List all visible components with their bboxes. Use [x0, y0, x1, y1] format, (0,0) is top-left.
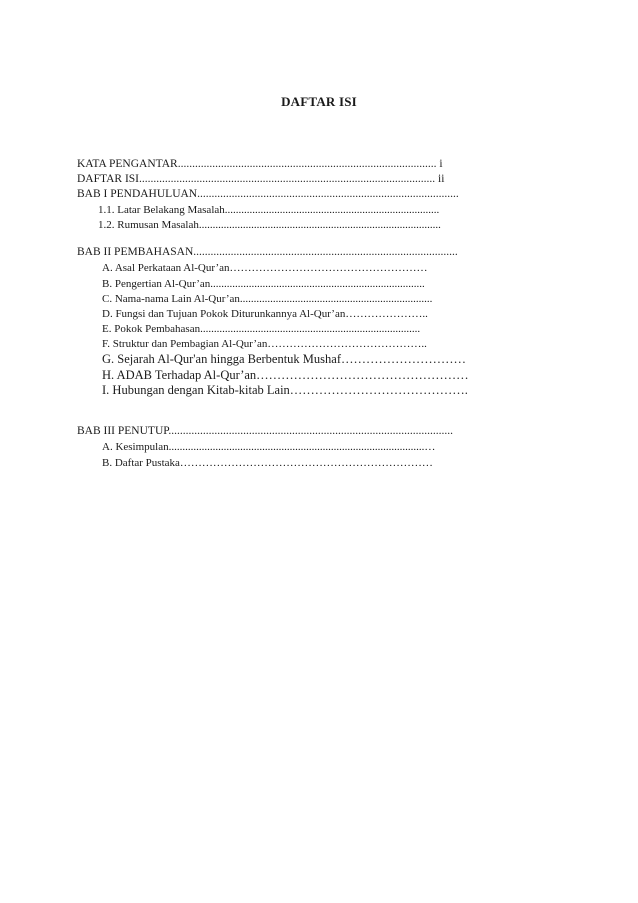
toc-entry-e: E. Pokok Pembahasan................................................................................ — [102, 323, 421, 335]
page-title: DAFTAR ISI — [281, 94, 357, 109]
toc-entry-c: C. Nama-nama Lain Al-Qur’an...................................................................... — [102, 293, 433, 305]
toc-entry-daftar-isi: DAFTAR ISI....................................................................................................... ii — [77, 173, 445, 185]
toc-entry-h: H. ADAB Terhadap Al-Qur’an…………………………………………… — [102, 368, 469, 382]
toc-entry-d: D. Fungsi dan Tujuan Pokok Diturunkannya Al-Qur’an………………….. — [102, 308, 428, 320]
toc-entry-bab-3: BAB III PENUTUP................................................................................................... — [77, 425, 453, 437]
toc-entry-g: G. Sejarah Al-Qur'an hingga Berbentuk Mushaf………………………… — [102, 352, 467, 366]
toc-entry-1-1: 1.1. Latar Belakang Masalah.............................................................................. — [98, 204, 440, 216]
toc-entry-1-2: 1.2. Rumusan Masalah........................................................................................ — [98, 219, 441, 231]
toc-entry-f: F. Struktur dan Pembagian Al-Qur’an…………………………………….. — [102, 338, 427, 350]
toc-entry-i: I. Hubungan dengan Kitab-kitab Lain……………………………………. — [102, 383, 468, 397]
toc-entry-kesimpulan: A. Kesimpulan.............................................................................................… — [102, 441, 436, 453]
toc-entry-bab-2: BAB II PEMBAHASAN............................................................................................ — [77, 246, 458, 258]
toc-entry-a: A. Asal Perkataan Al-Qur’an……………………………………………… — [102, 262, 428, 274]
toc-entry-daftar-pustaka: B. Daftar Pustaka…………………………………………………………… — [102, 457, 433, 469]
toc-entry-kata-pengantar: KATA PENGANTAR.......................................................................................... i — [77, 158, 443, 170]
toc-entry-bab-1: BAB I PENDAHULUAN........................................................................................... — [77, 188, 459, 200]
toc-entry-b: B. Pengertian Al-Qur’an.............................................................................. — [102, 278, 425, 290]
